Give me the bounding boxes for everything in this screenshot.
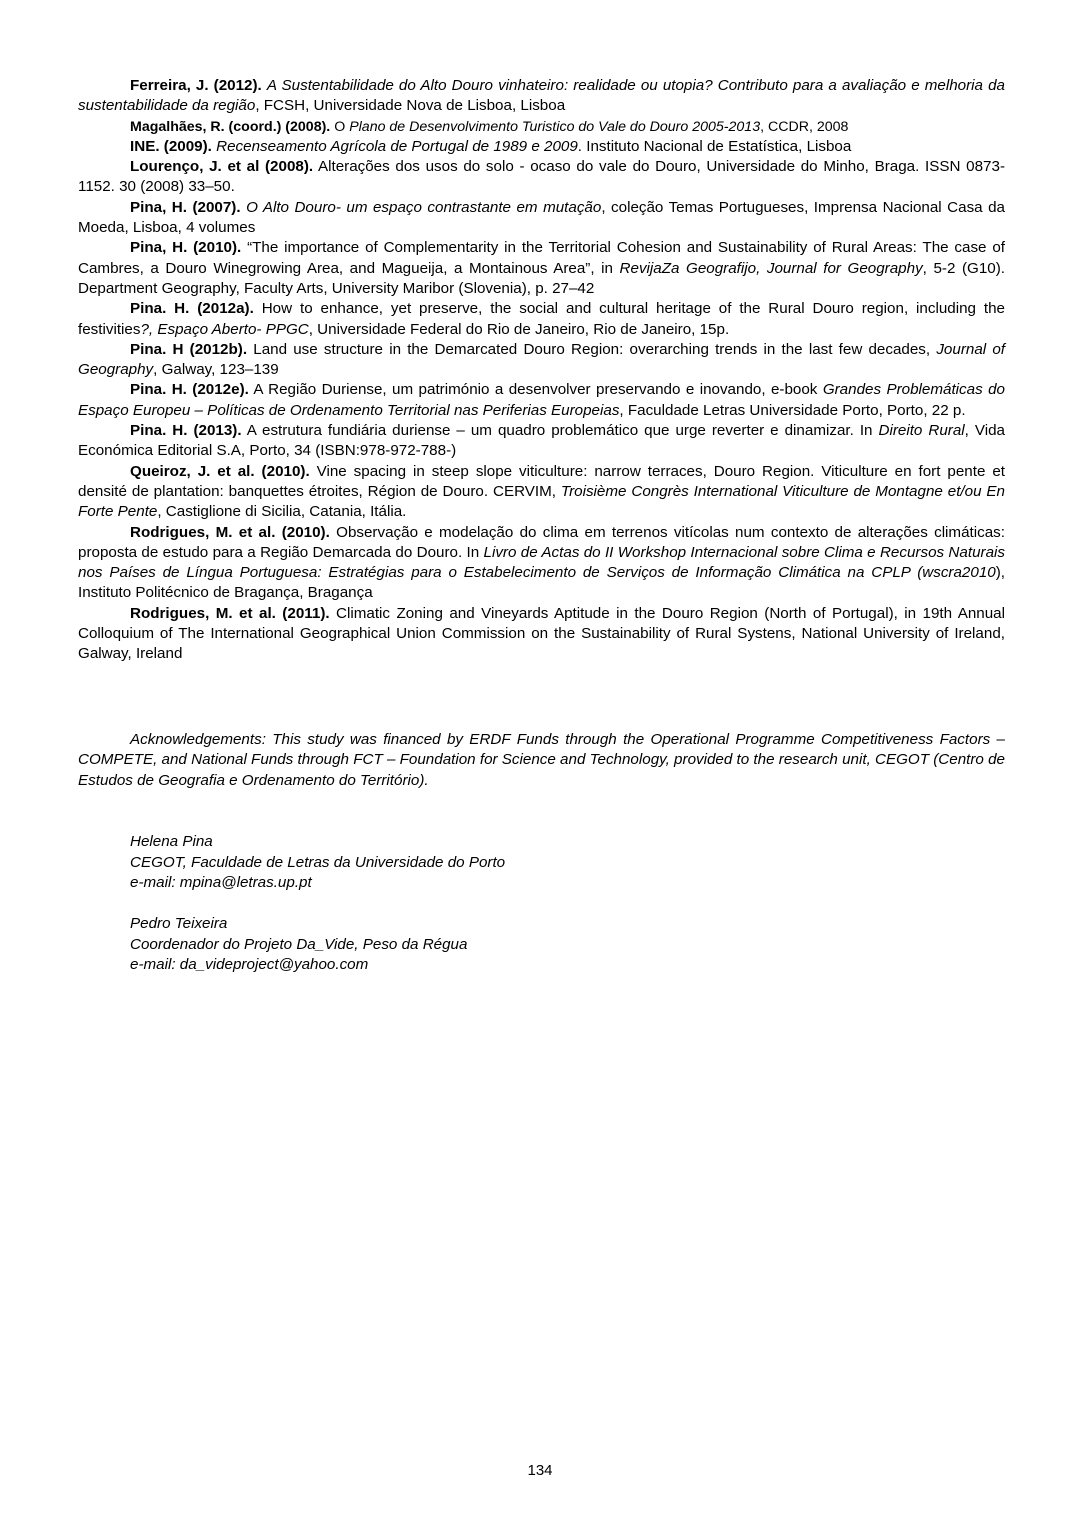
reference-author: Pina. H. (2012e). <box>130 381 249 399</box>
acknowledgements: Acknowledgements: This study was financed by ERDF Funds through the Operational Programme Competitiveness Factors – COMPETE, and National Funds through FCT – Foundation for Science and Technology, provided to the research unit, CEGOT (Centro de Estudos de Geografia e Ordenamento do Território). <box>78 731 1005 789</box>
reference-details: , Universidade Federal do Rio de Janeiro, Rio de Janeiro, 15p. <box>308 320 730 338</box>
author-contact-helena-pina <box>130 832 505 894</box>
reference-prefix: A Região Duriense, um património a desenvolver preservando e inovando, e-book <box>248 381 823 399</box>
reference-author: Pina, H. (2010). <box>130 239 242 257</box>
reference-details: , Castiglione di Sicilia, Catania, Itália. <box>157 503 407 521</box>
reference-title: Troisième Congrès International Viticulture de Montagne et/ou En Forte Pente <box>78 482 1006 521</box>
reference-author: Lourenço, J. et al (2008). <box>130 158 314 176</box>
reference-author: Pina. H. (2012a). <box>130 300 254 318</box>
reference-prefix: Vine spacing in steep slope viticulture: narrow terraces, Douro Region. Viticulture en fort pente et densité de plantation: banquettes étroites, Région de Douro. CERVIM, <box>78 462 1005 500</box>
reference-author: Rodrigues, M. et al. (2011). <box>130 604 330 622</box>
reference-title: ?, Espaço Aberto- PPGC <box>140 320 309 338</box>
reference-rodrigues-2011 <box>78 604 1005 665</box>
contact-email: e-mail: da_videproject@yahoo.com <box>130 956 369 974</box>
reference-prefix: “The importance of Complementarity in the Territorial Cohesion and Sustainability of Rural Areas: The case of Cambres, a Douro Winegrowing Area, and Magueija, a Montainous Area”, in <box>78 239 1005 277</box>
reference-author: INE. (2009). <box>130 137 212 155</box>
reference-details: , CCDR, 2008 <box>760 118 849 135</box>
reference-details: Climatic Zoning and Vineyards Aptitude in the Douro Region (North of Portugal), in 19th Annual Colloquium of The International Geographical Union Commission on the Sustainability of Rural Systens, National University of Ireland, Galway, Ireland <box>78 604 1005 663</box>
reference-title: O Alto Douro- um espaço contrastante em mutação <box>246 198 602 216</box>
page-number: 134 <box>527 1462 553 1479</box>
reference-lourenco-2008 <box>78 157 1005 198</box>
reference-details: , Faculdade Letras Universidade Porto, Porto, 22 p. <box>619 401 966 419</box>
reference-details: , Galway, 123–139 <box>153 361 279 379</box>
reference-prefix: Land use structure in the Demarcated Douro Region: overarching trends in the last few decades, <box>247 340 937 358</box>
contact-email: e-mail: mpina@letras.up.pt <box>130 874 312 892</box>
reference-pina-2010 <box>78 238 1005 299</box>
reference-details: ), Instituto Politécnico de Bragança, Bragança <box>78 564 1005 602</box>
reference-list <box>78 76 1005 665</box>
reference-prefix: How to enhance, yet preserve, the social and cultural heritage of the Rural Douro region, including the festivities <box>78 300 1005 338</box>
reference-title: RevijaZa Geografijo, Journal for Geography <box>619 259 923 277</box>
reference-pina-2007 <box>78 198 1005 239</box>
reference-title: Livro de Actas do II Workshop Internacional sobre Clima e Recursos Naturais nos Países de Língua Portuguesa: Estratégias para o Estabelecimento de Serviços de Informação Climática na CPLP (wscra2010 <box>78 543 1005 582</box>
reference-title: Plano de Desenvolvimento Turistico do Vale do Douro 2005-2013 <box>349 118 761 135</box>
reference-details: Alterações dos usos do solo - ocaso do vale do Douro, Universidade do Minho, Braga. ISSN 0873-1152. 30 (2008) 33–50. <box>78 158 1005 196</box>
reference-author: Pina, H. (2007). <box>130 198 241 216</box>
reference-prefix: Observação e modelação do clima em terrenos vitícolas num contexto de alterações climáticas: proposta de estudo para a Região Demarcada do Douro. In <box>78 523 1005 561</box>
reference-ine-2009 <box>78 137 1005 157</box>
reference-details: , FCSH, Universidade Nova de Lisboa, Lisboa <box>255 97 566 115</box>
reference-prefix: O <box>330 118 350 135</box>
reference-details: , Vida Económica Editorial S.A, Porto, 34 (ISBN:978-972-788-) <box>78 422 1005 460</box>
author-contact-pedro-teixeira <box>130 914 467 976</box>
reference-author: Magalhães, R. (coord.) (2008). <box>130 118 331 135</box>
reference-pina-2012a <box>78 299 1005 340</box>
reference-title: Direito Rural <box>878 422 965 440</box>
reference-author: Pina. H (2012b). <box>130 340 248 358</box>
reference-title: Grandes Problemáticas do Espaço Europeu – Políticas de Ordenamento Territorial nas Periferias Europeias <box>78 381 1005 419</box>
reference-details: , coleção Temas Portugueses, Imprensa Nacional Casa da Moeda, Lisboa, 4 volumes <box>78 198 1005 237</box>
reference-title: Recenseamento Agrícola de Portugal de 1989 e 2009 <box>216 137 578 155</box>
reference-title: Journal of Geography <box>78 340 1006 379</box>
reference-author: Pina. H. (2013). <box>130 422 242 440</box>
reference-magalhaes-2008 <box>78 117 1005 137</box>
contact-affiliation: Coordenador do Projeto Da_Vide, Peso da Régua <box>130 935 468 953</box>
contact-affiliation: CEGOT, Faculdade de Letras da Universidade do Porto <box>130 853 506 871</box>
reference-queiroz-2010 <box>78 462 1005 523</box>
contact-name: Pedro Teixeira <box>130 915 228 932</box>
contact-name: Helena Pina <box>130 833 213 850</box>
reference-author: Ferreira, J. (2012). <box>130 77 262 94</box>
reference-author: Queiroz, J. et al. (2010). <box>130 462 310 480</box>
reference-pina-2012b <box>78 340 1005 381</box>
reference-details: , 5-2 (G10). Department Geography, Faculty Arts, University Maribor (Slovenia), p. 27–42 <box>78 259 1005 297</box>
reference-title: A Sustentabilidade do Alto Douro vinhateiro: realidade ou utopia? Contributo para a avaliação e melhoria da sustentabilidade da região <box>78 77 1005 115</box>
reference-prefix: A estrutura fundiária duriense – um quadro problemático que urge reverter e dinamizar. In <box>241 422 879 440</box>
reference-details: . Instituto Nacional de Estatística, Lisboa <box>577 137 852 155</box>
reference-pina-2013 <box>78 421 1005 462</box>
reference-author: Rodrigues, M. et al. (2010). <box>130 523 330 541</box>
reference-pina-2012e <box>78 380 1005 421</box>
reference-rodrigues-2010 <box>78 523 1005 604</box>
reference-ferreira-2012 <box>78 76 1005 117</box>
